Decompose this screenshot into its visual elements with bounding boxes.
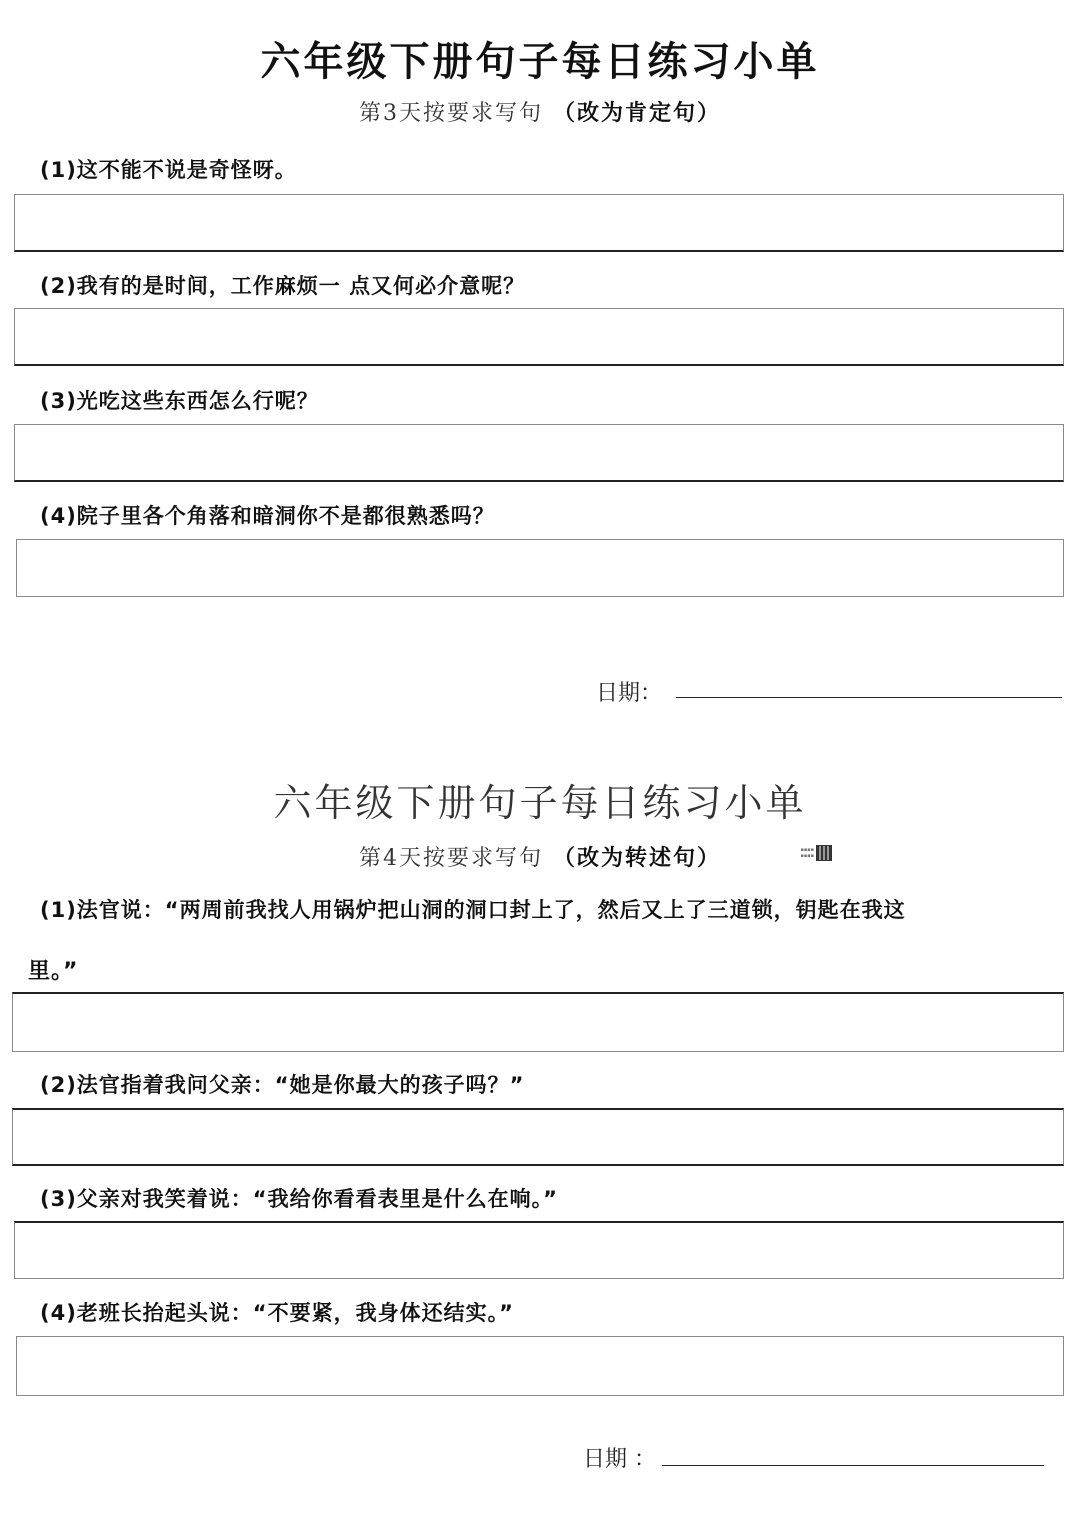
sheet2-answer-box-1[interactable] <box>12 992 1064 1052</box>
watermark-text: ▪▪▪▪ ▪▪▪▪ <box>800 847 814 859</box>
sheet2-title: 六年级下册句子每日练习小单 <box>273 781 807 825</box>
sheet1-question-1: (1)这不能不说是奇怪呀。 <box>40 158 297 182</box>
sheet2-answer-box-4[interactable] <box>16 1336 1064 1396</box>
sheet2-day-text: 第4天按要求写句 <box>358 846 543 871</box>
sheet2-answer-box-3[interactable] <box>14 1221 1064 1279</box>
sheet2-question-1-continued: 里。” <box>28 959 79 984</box>
sheet1-day-text: 第3天按要求写句 <box>358 101 543 126</box>
sheet1-answer-box-1[interactable] <box>14 194 1064 252</box>
sheet1-date-line[interactable] <box>676 697 1062 698</box>
sheet2-question-1: (1)法官说：“两周前我找人用锅炉把山洞的洞口封上了，然后又上了三道锁，钥匙在我这 <box>40 898 906 922</box>
sheet2-date-label: 日期 ： <box>583 1447 656 1472</box>
sheet2-requirement: （改为转述句） <box>552 846 721 871</box>
sheet1-date-label: 日期： <box>596 681 663 706</box>
sheet2-question-4: (4)老班长抬起头说：“不要紧，我身体还结实。” <box>40 1301 514 1325</box>
sheet2-question-2: (2)法官指着我问父亲：“她是你最大的孩子吗？” <box>40 1073 525 1097</box>
sheet1-subtitle <box>0 96 1080 127</box>
sheet2-subtitle <box>0 841 1080 872</box>
sheet1-answer-box-2[interactable] <box>14 308 1064 366</box>
sheet1-answer-box-3[interactable] <box>14 424 1064 482</box>
sheet1-answer-box-4[interactable] <box>16 539 1064 597</box>
sheet2-question-3: (3)父亲对我笑着说：“我给你看看表里是什么在响。” <box>40 1187 558 1211</box>
sheet1-question-2: (2)我有的是时间，工作麻烦一 点又何必介意呢？ <box>40 274 526 298</box>
sheet1-question-4: (4)院子里各个角落和暗洞你不是都很熟悉吗？ <box>40 504 495 528</box>
sheet1-title: 六年级下册句子每日练习小单 <box>260 39 820 85</box>
sheet1-requirement: （改为肯定句） <box>552 101 721 126</box>
qr-code-icon <box>816 845 832 861</box>
sheet1-question-3: (3)光吃这些东西怎么行呢？ <box>40 389 319 413</box>
sheet2-date-line[interactable] <box>662 1465 1044 1466</box>
sheet2-answer-box-2[interactable] <box>12 1108 1064 1166</box>
